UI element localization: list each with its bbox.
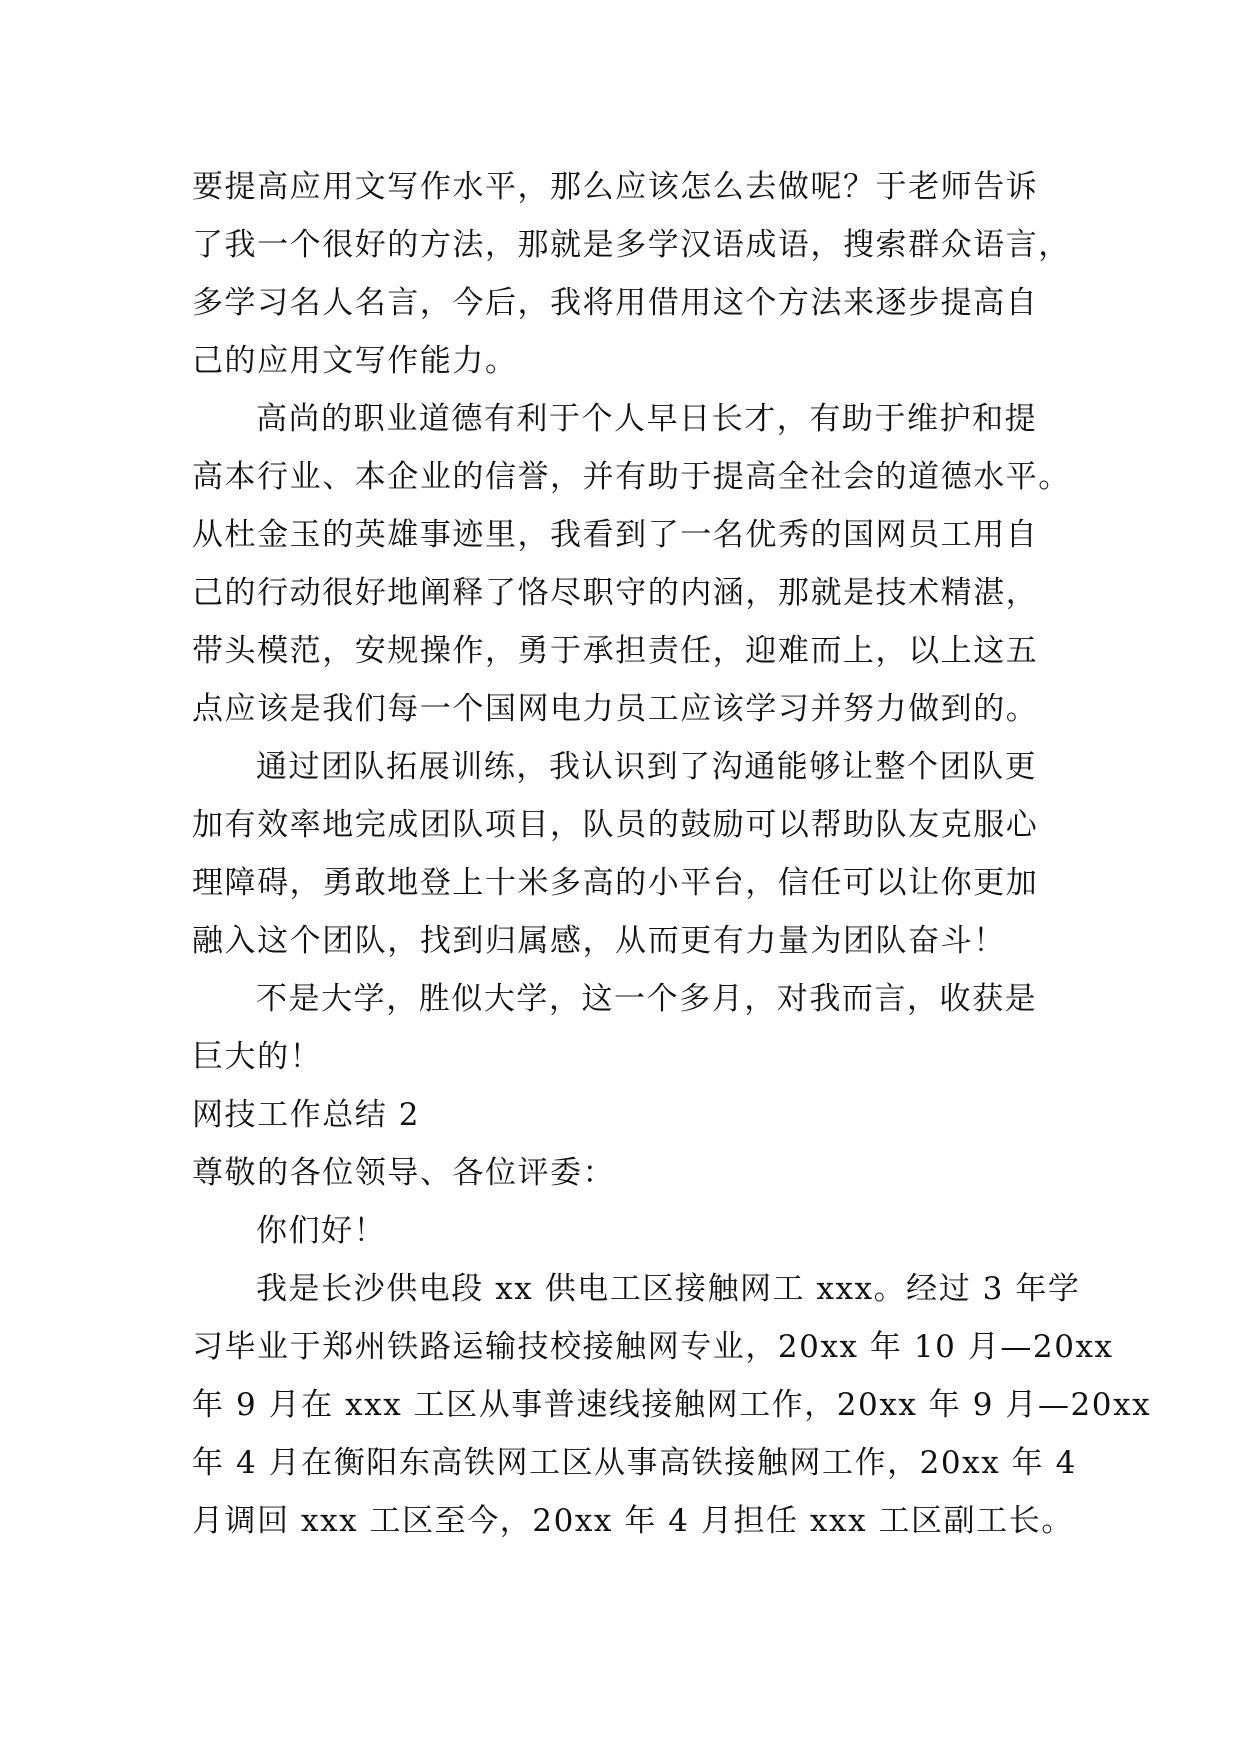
- text-line: 巨大的！: [192, 1039, 323, 1075]
- text-line: 己的应用文写作能力。: [192, 343, 518, 379]
- text-line: 了我一个很好的方法，那就是多学汉语成语，搜索群众语言，: [192, 227, 1071, 263]
- text-line: 融入这个团队，找到归属感，从而更有力量为团队奋斗！: [192, 923, 1006, 959]
- text-line: 带头模范，安规操作，勇于承担责任，迎难而上，以上这五: [192, 633, 1039, 669]
- text-line: 通过团队拓展训练，我认识到了沟通能够让整个团队更: [256, 749, 1038, 785]
- text-line: 不是大学，胜似大学，这一个多月，对我而言，收获是: [256, 981, 1038, 1017]
- text-line: 多学习名人名言，今后，我将用借用这个方法来逐步提高自: [192, 285, 1039, 321]
- text-line: 高本行业、本企业的信誉，并有助于提高全社会的道德水平。: [192, 459, 1071, 495]
- text-line: 年 4 月在衡阳东高铁网工区从事高铁接触网工作，20xx 年 4: [192, 1445, 1077, 1481]
- text-line: 你们好！: [256, 1213, 387, 1249]
- text-line: 己的行动很好地阐释了恪尽职守的内涵，那就是技术精湛，: [192, 575, 1039, 611]
- text-line: 年 9 月在 xxx 工区从事普速线接触网工作，20xx 年 9 月—20xx: [192, 1387, 1152, 1423]
- text-line: 我是长沙供电段 xx 供电工区接触网工 xxx。经过 3 年学: [256, 1271, 1081, 1307]
- text-line: 理障碍，勇敢地登上十米多高的小平台，信任可以让你更加: [192, 865, 1039, 901]
- document-body: [192, 158, 1152, 1550]
- text-line: 习毕业于郑州铁路运输技校接触网专业，20xx 年 10 月—20xx: [192, 1329, 1114, 1365]
- text-line: 从杜金玉的英雄事迹里，我看到了一名优秀的国网员工用自: [192, 517, 1039, 553]
- text-line: 加有效率地完成团队项目，队员的鼓励可以帮助队友克服心: [192, 807, 1039, 843]
- text-line: 网技工作总结 2: [192, 1097, 420, 1133]
- text-line: 月调回 xxx 工区至今，20xx 年 4 月担任 xxx 工区副工长。: [192, 1503, 1074, 1539]
- text-line: 高尚的职业道德有利于个人早日长才，有助于维护和提: [256, 401, 1038, 437]
- text-line: 要提高应用文写作水平，那么应该怎么去做呢？于老师告诉: [192, 169, 1039, 205]
- text-line: 尊敬的各位领导、各位评委：: [192, 1155, 616, 1191]
- text-line: 点应该是我们每一个国网电力员工应该学习并努力做到的。: [192, 691, 1039, 727]
